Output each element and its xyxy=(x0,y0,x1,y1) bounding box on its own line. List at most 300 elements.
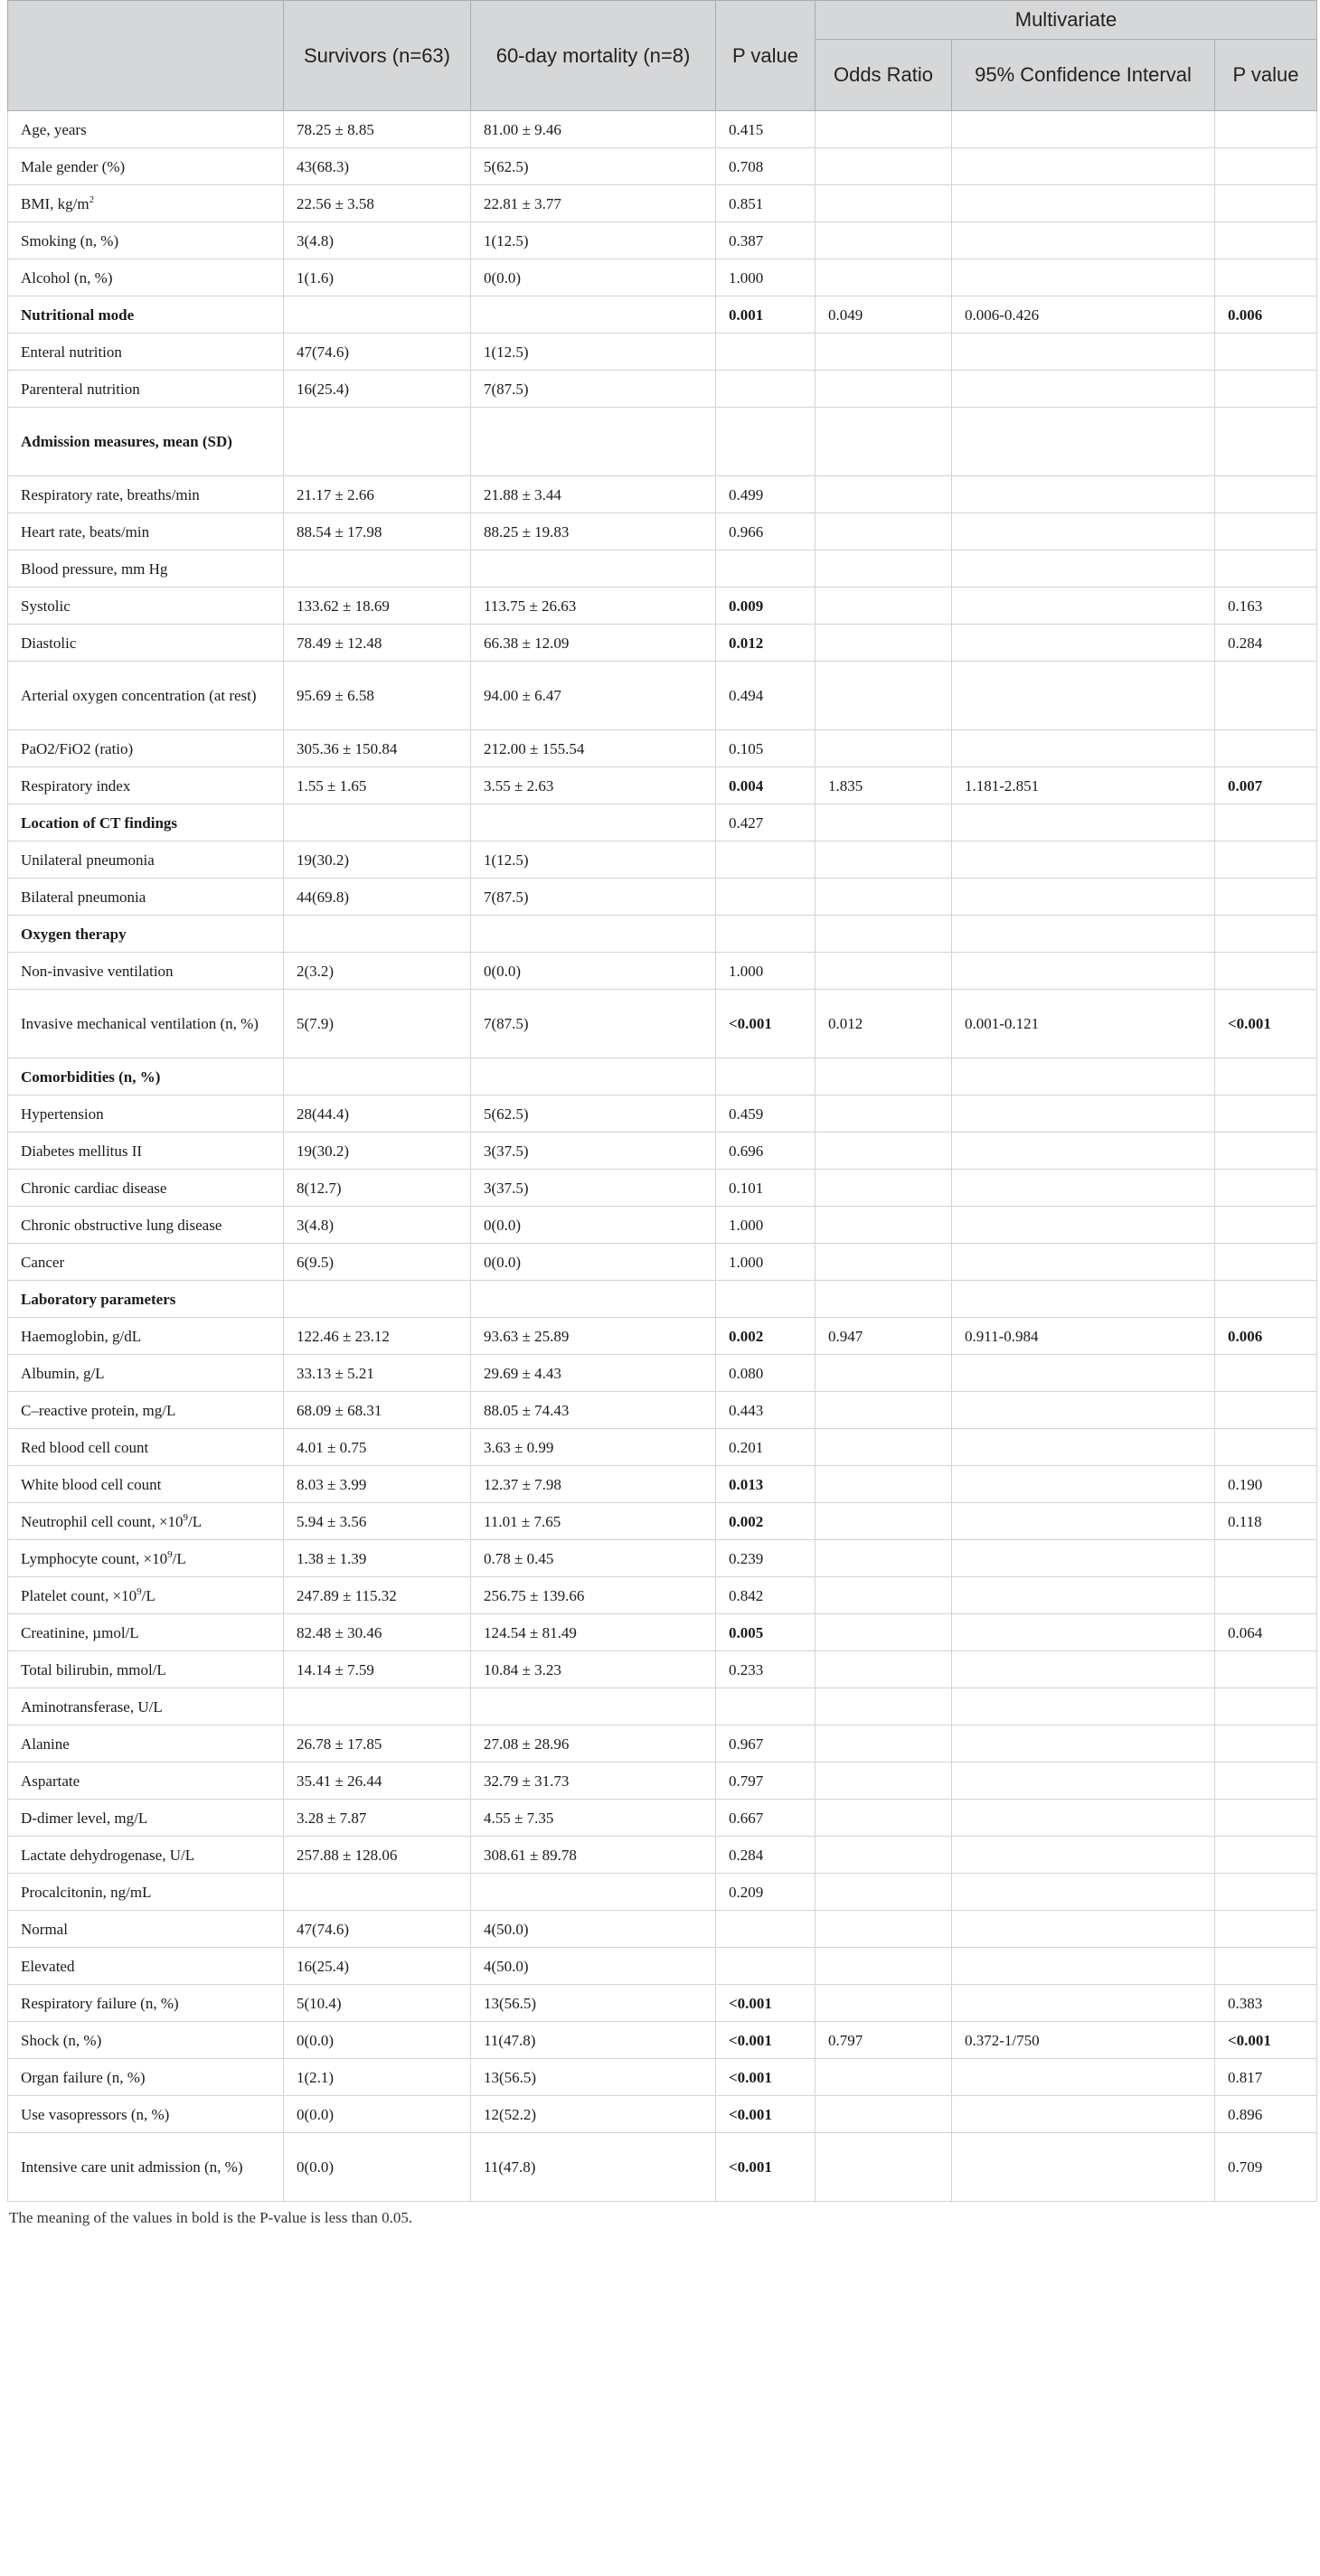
cell-survivors: 2(3.2) xyxy=(284,953,471,990)
cell-survivors: 78.49 ± 12.48 xyxy=(284,625,471,662)
cell-p-value-multivariate xyxy=(1215,1874,1317,1911)
cell-survivors: 33.13 ± 5.21 xyxy=(284,1355,471,1392)
cell-odds-ratio xyxy=(816,1392,952,1429)
table-row xyxy=(8,841,1317,879)
variable-label: Arterial oxygen concentration (at rest) xyxy=(21,687,257,704)
cell-odds-ratio xyxy=(816,1095,952,1133)
cell-p-value: 1.000 xyxy=(716,259,816,296)
label-superscript: 9 xyxy=(137,1585,142,1597)
cell-p-value xyxy=(716,879,816,916)
cell-confidence-interval xyxy=(952,1244,1215,1281)
cell-confidence-interval xyxy=(952,1725,1215,1763)
table-row xyxy=(8,1503,1317,1540)
cell-mortality: 13(56.5) xyxy=(471,1985,716,2022)
table-row xyxy=(8,408,1317,476)
cell-confidence-interval xyxy=(952,1763,1215,1800)
table-body xyxy=(8,111,1317,2202)
cell-odds-ratio xyxy=(816,1911,952,1948)
cell-mortality: 66.38 ± 12.09 xyxy=(471,625,716,662)
cell-confidence-interval xyxy=(952,662,1215,730)
cell-variable xyxy=(8,1800,284,1837)
cell-odds-ratio: 0.012 xyxy=(816,990,952,1058)
cell-confidence-interval xyxy=(952,1170,1215,1207)
variable-label: Bilateral pneumonia xyxy=(21,888,146,906)
cell-p-value xyxy=(716,334,816,371)
table-row xyxy=(8,730,1317,767)
cell-p-value: <0.001 xyxy=(716,2022,816,2059)
cell-odds-ratio xyxy=(816,1763,952,1800)
table-row xyxy=(8,550,1317,588)
cell-confidence-interval xyxy=(952,111,1215,148)
cell-variable xyxy=(8,259,284,296)
cell-p-value: 0.967 xyxy=(716,1725,816,1763)
cell-odds-ratio xyxy=(816,2059,952,2096)
table-row xyxy=(8,1207,1317,1244)
cell-p-value-multivariate xyxy=(1215,1540,1317,1577)
cell-p-value-multivariate xyxy=(1215,222,1317,259)
cell-confidence-interval xyxy=(952,1392,1215,1429)
cell-p-value: 0.284 xyxy=(716,1837,816,1874)
label-superscript: 9 xyxy=(183,1511,189,1523)
cell-survivors: 1.38 ± 1.39 xyxy=(284,1540,471,1577)
cell-variable xyxy=(8,1133,284,1170)
cell-mortality: 81.00 ± 9.46 xyxy=(471,111,716,148)
cell-odds-ratio xyxy=(816,879,952,916)
cell-confidence-interval xyxy=(952,513,1215,550)
cell-confidence-interval xyxy=(952,371,1215,408)
header-p-value: P value xyxy=(716,1,816,111)
cell-p-value: 0.708 xyxy=(716,148,816,185)
cell-confidence-interval xyxy=(952,1133,1215,1170)
cell-p-value-multivariate: 0.190 xyxy=(1215,1466,1317,1503)
cell-mortality: 113.75 ± 26.63 xyxy=(471,588,716,625)
variable-label: Invasive mechanical ventilation (n, %) xyxy=(21,1015,259,1032)
header-confidence-interval: 95% Confidence Interval xyxy=(952,40,1215,111)
cell-p-value-multivariate xyxy=(1215,371,1317,408)
cell-odds-ratio xyxy=(816,259,952,296)
cell-p-value: 0.105 xyxy=(716,730,816,767)
cell-p-value-multivariate: 0.006 xyxy=(1215,1318,1317,1355)
cell-odds-ratio xyxy=(816,1985,952,2022)
cell-confidence-interval: 0.001-0.121 xyxy=(952,990,1215,1058)
cell-variable xyxy=(8,1058,284,1095)
cell-mortality: 4(50.0) xyxy=(471,1948,716,1985)
cell-p-value-multivariate xyxy=(1215,1800,1317,1837)
table-row xyxy=(8,879,1317,916)
cell-p-value-multivariate xyxy=(1215,1688,1317,1725)
table-row xyxy=(8,1244,1317,1281)
cell-survivors xyxy=(284,550,471,588)
cell-odds-ratio xyxy=(816,1651,952,1688)
cell-variable xyxy=(8,334,284,371)
cell-p-value-multivariate: 0.383 xyxy=(1215,1985,1317,2022)
cell-survivors: 44(69.8) xyxy=(284,879,471,916)
cell-variable xyxy=(8,1540,284,1577)
cell-variable xyxy=(8,185,284,222)
variable-label: Red blood cell count xyxy=(21,1438,149,1456)
cell-confidence-interval xyxy=(952,408,1215,476)
cell-mortality: 88.05 ± 74.43 xyxy=(471,1392,716,1429)
cell-p-value-multivariate: 0.163 xyxy=(1215,588,1317,625)
cell-p-value: 0.494 xyxy=(716,662,816,730)
cell-mortality: 212.00 ± 155.54 xyxy=(471,730,716,767)
variable-label: Shock (n, %) xyxy=(21,2031,102,2049)
cell-confidence-interval: 0.372-1/750 xyxy=(952,2022,1215,2059)
cell-survivors xyxy=(284,408,471,476)
cell-p-value-multivariate xyxy=(1215,1577,1317,1614)
cell-odds-ratio xyxy=(816,1688,952,1725)
cell-mortality: 5(62.5) xyxy=(471,1095,716,1133)
cell-p-value: <0.001 xyxy=(716,1985,816,2022)
cell-confidence-interval xyxy=(952,953,1215,990)
variable-label: Platelet count, ×10 xyxy=(21,1586,137,1604)
cell-survivors: 5(10.4) xyxy=(284,1985,471,2022)
cell-confidence-interval xyxy=(952,550,1215,588)
cell-p-value xyxy=(716,1058,816,1095)
cell-mortality: 12(52.2) xyxy=(471,2096,716,2133)
label-superscript: 2 xyxy=(89,193,95,205)
cell-survivors: 5.94 ± 3.56 xyxy=(284,1503,471,1540)
cell-p-value-multivariate xyxy=(1215,804,1317,841)
variable-label: Neutrophil cell count, ×10 xyxy=(21,1512,184,1530)
cell-survivors: 95.69 ± 6.58 xyxy=(284,662,471,730)
cell-p-value xyxy=(716,408,816,476)
variable-label: Systolic xyxy=(21,597,71,615)
table-row xyxy=(8,513,1317,550)
cell-p-value: 0.209 xyxy=(716,1874,816,1911)
cell-mortality: 1(12.5) xyxy=(471,334,716,371)
table-row xyxy=(8,1577,1317,1614)
cell-odds-ratio: 1.835 xyxy=(816,767,952,804)
cell-p-value-multivariate xyxy=(1215,148,1317,185)
label-superscript: 9 xyxy=(167,1548,173,1560)
cell-confidence-interval xyxy=(952,1688,1215,1725)
cell-survivors: 4.01 ± 0.75 xyxy=(284,1429,471,1466)
variable-label: Normal xyxy=(21,1920,68,1938)
cell-odds-ratio xyxy=(816,476,952,513)
cell-p-value: 0.667 xyxy=(716,1800,816,1837)
cell-survivors: 16(25.4) xyxy=(284,371,471,408)
cell-odds-ratio xyxy=(816,111,952,148)
results-table xyxy=(7,0,1317,2202)
cell-p-value: 0.459 xyxy=(716,1095,816,1133)
cell-odds-ratio xyxy=(816,1577,952,1614)
cell-variable xyxy=(8,588,284,625)
cell-variable xyxy=(8,1281,284,1318)
table-row xyxy=(8,1170,1317,1207)
label-unit-suffix: /L xyxy=(172,1549,186,1567)
cell-mortality: 4.55 ± 7.35 xyxy=(471,1800,716,1837)
cell-variable xyxy=(8,1244,284,1281)
cell-variable xyxy=(8,804,284,841)
cell-p-value-multivariate xyxy=(1215,1095,1317,1133)
table-row xyxy=(8,222,1317,259)
label-unit-suffix: /L xyxy=(141,1586,156,1604)
cell-variable xyxy=(8,1392,284,1429)
cell-variable xyxy=(8,1688,284,1725)
cell-mortality: 13(56.5) xyxy=(471,2059,716,2096)
variable-label: Organ failure (n, %) xyxy=(21,2068,146,2086)
cell-p-value: 0.239 xyxy=(716,1540,816,1577)
cell-confidence-interval xyxy=(952,2133,1215,2202)
cell-odds-ratio xyxy=(816,1614,952,1651)
cell-variable xyxy=(8,1095,284,1133)
table-header xyxy=(8,1,1317,111)
cell-odds-ratio xyxy=(816,1133,952,1170)
cell-variable xyxy=(8,1763,284,1800)
cell-confidence-interval xyxy=(952,1281,1215,1318)
cell-p-value: 1.000 xyxy=(716,953,816,990)
cell-survivors: 133.62 ± 18.69 xyxy=(284,588,471,625)
cell-survivors: 35.41 ± 26.44 xyxy=(284,1763,471,1800)
table-row xyxy=(8,2133,1317,2202)
cell-survivors: 8(12.7) xyxy=(284,1170,471,1207)
table-row xyxy=(8,2022,1317,2059)
cell-odds-ratio xyxy=(816,408,952,476)
cell-p-value xyxy=(716,550,816,588)
table-row xyxy=(8,1800,1317,1837)
cell-p-value xyxy=(716,841,816,879)
table-row xyxy=(8,1429,1317,1466)
cell-variable xyxy=(8,1466,284,1503)
cell-mortality xyxy=(471,804,716,841)
cell-p-value-multivariate: 0.007 xyxy=(1215,767,1317,804)
cell-variable xyxy=(8,1503,284,1540)
cell-confidence-interval xyxy=(952,185,1215,222)
table-row xyxy=(8,1651,1317,1688)
cell-p-value-multivariate xyxy=(1215,1911,1317,1948)
cell-variable xyxy=(8,916,284,953)
cell-mortality: 10.84 ± 3.23 xyxy=(471,1651,716,1688)
cell-p-value: 0.415 xyxy=(716,111,816,148)
table-row xyxy=(8,588,1317,625)
header-mortality: 60-day mortality (n=8) xyxy=(471,1,716,111)
cell-survivors: 26.78 ± 17.85 xyxy=(284,1725,471,1763)
cell-confidence-interval xyxy=(952,1207,1215,1244)
cell-survivors xyxy=(284,804,471,841)
cell-p-value-multivariate xyxy=(1215,550,1317,588)
cell-variable xyxy=(8,2096,284,2133)
cell-confidence-interval xyxy=(952,1355,1215,1392)
table-row xyxy=(8,625,1317,662)
cell-confidence-interval xyxy=(952,588,1215,625)
cell-confidence-interval xyxy=(952,1614,1215,1651)
cell-p-value: 0.797 xyxy=(716,1763,816,1800)
cell-odds-ratio xyxy=(816,1948,952,1985)
cell-p-value: 0.387 xyxy=(716,222,816,259)
cell-survivors: 3.28 ± 7.87 xyxy=(284,1800,471,1837)
cell-variable xyxy=(8,1207,284,1244)
cell-survivors: 47(74.6) xyxy=(284,1911,471,1948)
cell-odds-ratio: 0.797 xyxy=(816,2022,952,2059)
variable-label: Blood pressure, mm Hg xyxy=(21,559,168,578)
cell-variable xyxy=(8,148,284,185)
cell-confidence-interval: 1.181-2.851 xyxy=(952,767,1215,804)
cell-confidence-interval xyxy=(952,1503,1215,1540)
table-row xyxy=(8,2096,1317,2133)
cell-odds-ratio xyxy=(816,1355,952,1392)
cell-variable xyxy=(8,1911,284,1948)
cell-p-value: <0.001 xyxy=(716,2059,816,2096)
header-variable xyxy=(8,1,284,111)
cell-p-value: 0.233 xyxy=(716,1651,816,1688)
cell-odds-ratio xyxy=(816,1281,952,1318)
cell-p-value: 0.002 xyxy=(716,1503,816,1540)
table-row xyxy=(8,1058,1317,1095)
cell-survivors xyxy=(284,1058,471,1095)
cell-variable xyxy=(8,1948,284,1985)
cell-p-value: 0.004 xyxy=(716,767,816,804)
table-row xyxy=(8,476,1317,513)
cell-mortality: 3(37.5) xyxy=(471,1133,716,1170)
cell-variable xyxy=(8,1725,284,1763)
variable-label: Non-invasive ventilation xyxy=(21,962,174,980)
cell-mortality: 93.63 ± 25.89 xyxy=(471,1318,716,1355)
cell-variable xyxy=(8,296,284,334)
cell-mortality xyxy=(471,1688,716,1725)
cell-odds-ratio xyxy=(816,625,952,662)
cell-p-value-multivariate xyxy=(1215,1170,1317,1207)
variable-label: Lymphocyte count, ×10 xyxy=(21,1549,168,1567)
cell-mortality xyxy=(471,916,716,953)
table-row xyxy=(8,259,1317,296)
cell-mortality: 256.75 ± 139.66 xyxy=(471,1577,716,1614)
cell-odds-ratio xyxy=(816,1244,952,1281)
cell-confidence-interval xyxy=(952,1540,1215,1577)
cell-survivors: 16(25.4) xyxy=(284,1948,471,1985)
cell-survivors: 0(0.0) xyxy=(284,2096,471,2133)
cell-odds-ratio xyxy=(816,1725,952,1763)
cell-mortality: 5(62.5) xyxy=(471,148,716,185)
table-row xyxy=(8,1133,1317,1170)
cell-p-value: 0.851 xyxy=(716,185,816,222)
cell-survivors: 82.48 ± 30.46 xyxy=(284,1614,471,1651)
cell-p-value-multivariate xyxy=(1215,1392,1317,1429)
cell-p-value-multivariate: 0.817 xyxy=(1215,2059,1317,2096)
cell-mortality: 7(87.5) xyxy=(471,879,716,916)
cell-mortality: 1(12.5) xyxy=(471,222,716,259)
cell-variable xyxy=(8,879,284,916)
cell-mortality: 32.79 ± 31.73 xyxy=(471,1763,716,1800)
cell-variable xyxy=(8,662,284,730)
cell-variable xyxy=(8,1170,284,1207)
cell-survivors xyxy=(284,916,471,953)
variable-label: Laboratory parameters xyxy=(21,1290,176,1308)
cell-variable xyxy=(8,625,284,662)
cell-confidence-interval xyxy=(952,2059,1215,2096)
cell-survivors: 1(2.1) xyxy=(284,2059,471,2096)
cell-variable xyxy=(8,550,284,588)
cell-variable xyxy=(8,1355,284,1392)
cell-p-value xyxy=(716,916,816,953)
cell-survivors: 8.03 ± 3.99 xyxy=(284,1466,471,1503)
cell-odds-ratio xyxy=(816,1170,952,1207)
label-unit-suffix: /L xyxy=(188,1512,203,1530)
cell-p-value-multivariate: 0.006 xyxy=(1215,296,1317,334)
cell-p-value: 0.966 xyxy=(716,513,816,550)
cell-p-value-multivariate: 0.709 xyxy=(1215,2133,1317,2202)
cell-variable xyxy=(8,2133,284,2202)
cell-confidence-interval xyxy=(952,1985,1215,2022)
cell-variable xyxy=(8,371,284,408)
table-row xyxy=(8,1355,1317,1392)
table-row xyxy=(8,916,1317,953)
cell-survivors: 0(0.0) xyxy=(284,2022,471,2059)
variable-label: Location of CT findings xyxy=(21,813,178,832)
cell-survivors xyxy=(284,1688,471,1725)
table-row xyxy=(8,1688,1317,1725)
cell-p-value xyxy=(716,1688,816,1725)
cell-odds-ratio xyxy=(816,1429,952,1466)
variable-label: Intensive care unit admission (n, %) xyxy=(21,2158,243,2176)
cell-variable xyxy=(8,1874,284,1911)
cell-p-value-multivariate xyxy=(1215,730,1317,767)
cell-variable xyxy=(8,476,284,513)
variable-label: White blood cell count xyxy=(21,1475,162,1493)
cell-variable xyxy=(8,1614,284,1651)
cell-mortality: 12.37 ± 7.98 xyxy=(471,1466,716,1503)
variable-label: Heart rate, beats/min xyxy=(21,522,150,541)
cell-p-value-multivariate xyxy=(1215,953,1317,990)
variable-label: Cancer xyxy=(21,1253,65,1271)
cell-mortality: 4(50.0) xyxy=(471,1911,716,1948)
variable-label: Chronic cardiac disease xyxy=(21,1179,167,1197)
cell-p-value: 0.101 xyxy=(716,1170,816,1207)
cell-survivors: 21.17 ± 2.66 xyxy=(284,476,471,513)
cell-confidence-interval xyxy=(952,625,1215,662)
variable-label: Nutritional mode xyxy=(21,306,135,324)
cell-p-value: 0.443 xyxy=(716,1392,816,1429)
header-odds-ratio: Odds Ratio xyxy=(816,40,952,111)
variable-label: Use vasopressors (n, %) xyxy=(21,2105,170,2123)
header-multivariate: Multivariate xyxy=(816,1,1317,40)
table-row xyxy=(8,1985,1317,2022)
cell-p-value-multivariate: 0.064 xyxy=(1215,1614,1317,1651)
cell-mortality: 0(0.0) xyxy=(471,953,716,990)
cell-p-value-multivariate xyxy=(1215,662,1317,730)
cell-variable xyxy=(8,1577,284,1614)
table-row xyxy=(8,990,1317,1058)
cell-p-value-multivariate: 0.896 xyxy=(1215,2096,1317,2133)
table-footnote: The meaning of the values in bold is the P-value is less than 0.05. xyxy=(9,2209,413,2226)
table-row xyxy=(8,334,1317,371)
cell-p-value-multivariate xyxy=(1215,408,1317,476)
cell-survivors: 68.09 ± 68.31 xyxy=(284,1392,471,1429)
cell-mortality: 0(0.0) xyxy=(471,1244,716,1281)
variable-label: Albumin, g/L xyxy=(21,1364,105,1382)
cell-odds-ratio xyxy=(816,730,952,767)
cell-confidence-interval xyxy=(952,1800,1215,1837)
cell-survivors: 14.14 ± 7.59 xyxy=(284,1651,471,1688)
cell-variable xyxy=(8,841,284,879)
table-row xyxy=(8,1318,1317,1355)
cell-p-value-multivariate xyxy=(1215,1837,1317,1874)
cell-p-value-multivariate xyxy=(1215,1429,1317,1466)
table-row xyxy=(8,371,1317,408)
cell-mortality xyxy=(471,1874,716,1911)
cell-survivors xyxy=(284,1281,471,1318)
cell-variable xyxy=(8,990,284,1058)
cell-mortality: 308.61 ± 89.78 xyxy=(471,1837,716,1874)
cell-survivors: 305.36 ± 150.84 xyxy=(284,730,471,767)
cell-variable xyxy=(8,1837,284,1874)
cell-survivors: 3(4.8) xyxy=(284,222,471,259)
cell-p-value: 0.012 xyxy=(716,625,816,662)
cell-odds-ratio xyxy=(816,588,952,625)
cell-p-value-multivariate xyxy=(1215,841,1317,879)
cell-mortality: 11(47.8) xyxy=(471,2133,716,2202)
cell-odds-ratio xyxy=(816,1207,952,1244)
